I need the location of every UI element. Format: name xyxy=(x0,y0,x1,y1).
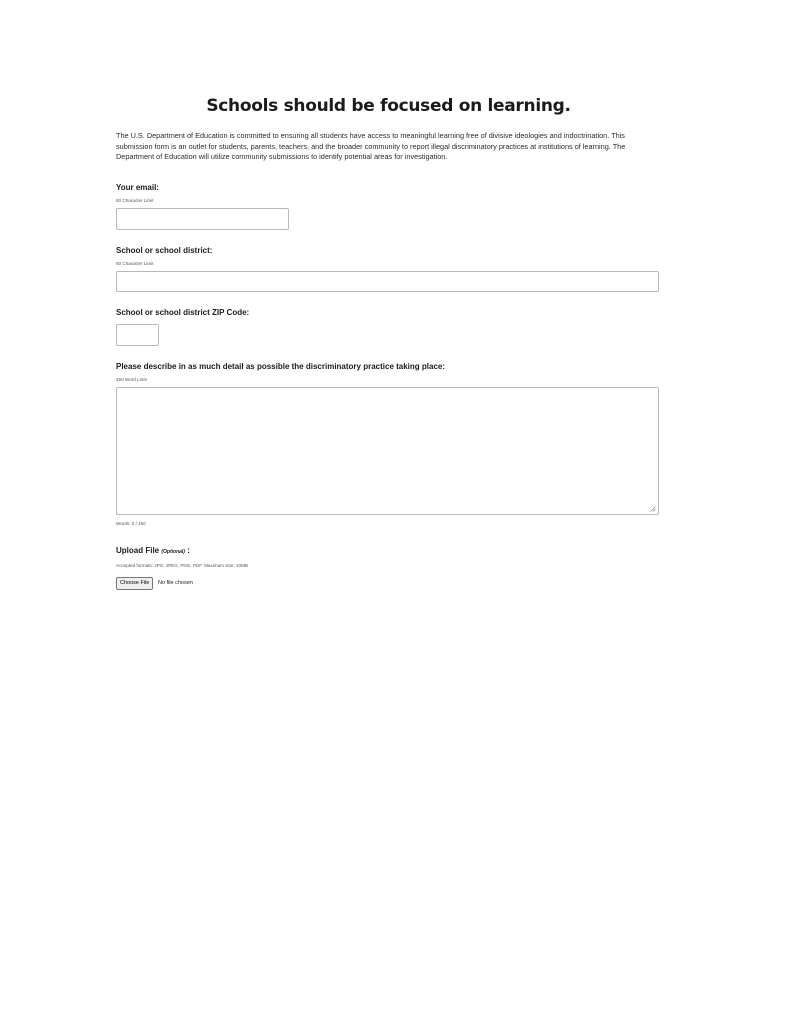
school-label: School or school district: xyxy=(116,246,213,255)
word-counter: Words: 0 / 450 xyxy=(116,521,146,526)
email-label: Your email: xyxy=(116,183,159,192)
school-input[interactable] xyxy=(116,271,659,292)
upload-label-text: Upload File xyxy=(116,546,160,555)
resize-handle-icon[interactable] xyxy=(650,506,656,512)
file-status: No file chosen xyxy=(158,580,193,586)
description-hint: 450 Word Limit xyxy=(116,377,147,382)
choose-file-button[interactable]: Choose File xyxy=(116,577,153,590)
upload-label xyxy=(116,546,190,555)
description-label: Please describe in as much detail as possible the discriminatory practice taking place: xyxy=(116,362,446,371)
upload-optional-tag: (Optional) xyxy=(161,549,185,555)
intro-paragraph: The U.S. Department of Education is committed to ensuring all students have access to meaningful learning free of divisive ideologies and indoctrination. This submission form is an outlet for students, parents, teachers, and the broader community to report illegal discriminatory practices at institutions of learning. The Department of Education will utilize community submissions to identify potential areas for investigation. xyxy=(116,131,626,161)
upload-hint: Accepted formats: JPG, JPEG, PNG, PDF. Maximum size: 10MB xyxy=(116,563,248,568)
description-textarea[interactable] xyxy=(116,387,659,515)
upload-label-suffix: : xyxy=(187,546,190,555)
zip-input[interactable] xyxy=(116,324,159,346)
email-input[interactable] xyxy=(116,208,289,230)
page-title: Schools should be focused on learning. xyxy=(206,96,571,116)
email-hint: 50 Character Limit xyxy=(116,198,154,203)
school-hint: 50 Character Limit xyxy=(116,261,154,266)
zip-label: School or school district ZIP Code: xyxy=(116,308,250,317)
